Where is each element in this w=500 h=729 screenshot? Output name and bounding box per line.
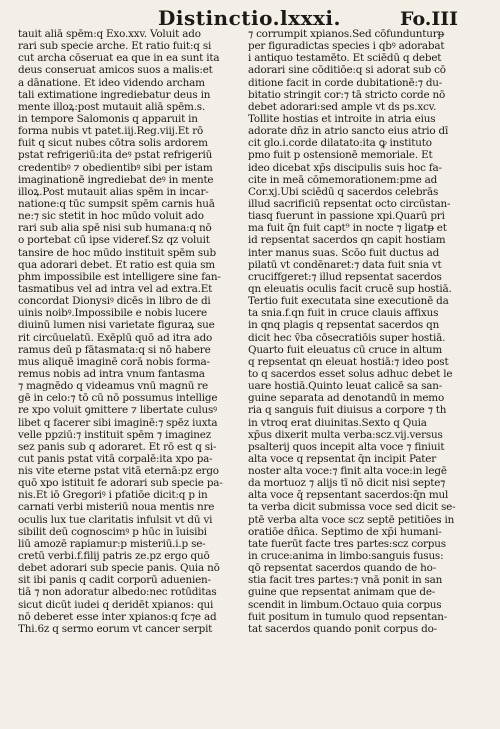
text-line: per figuradictas species i qbꝰ adorabat xyxy=(248,40,445,53)
text-line: cruciffgeret:⁊ illud repsentat sacerdos xyxy=(248,270,442,283)
text-line: nō deberet esse inter xpianos:q fc⁊e ad xyxy=(18,610,217,623)
text-line: ta snia.f.qn fuit in cruce clauis affixus xyxy=(248,307,439,320)
text-line: o portebat cū ipse videref.Sz qz voluit xyxy=(18,234,210,247)
text-line: in qnq plagis q repsentat sacerdos qn xyxy=(248,319,440,332)
text-line: fuit positum in tumulo quod repsentan- xyxy=(248,610,448,623)
text-line: stia facit tres partes:⁊ vnā ponit in san xyxy=(248,574,443,587)
text-line: ta verba dicit submissa voce sed dicit se- xyxy=(248,501,456,514)
text-line: cite in meā cōmemorationem:pme ad xyxy=(248,173,438,186)
text-line: imaginationē ingrediebat deꝰ in mente xyxy=(18,173,214,186)
text-line: deus conseruat amicos suos a malis:et xyxy=(18,64,213,77)
text-line: phm impossibile est intelligere sine fan- xyxy=(18,270,221,283)
text-line: ptē verba alta voce scz septē petitiōes in xyxy=(248,513,455,526)
text-line: cut archa cōseruat ea que in ea sunt ita xyxy=(18,52,220,65)
text-line: oratiōe dn̄ica. Septimo de xp̄i humani- xyxy=(248,525,442,538)
column-gutter xyxy=(242,30,243,720)
text-line: Thi.6z q sermo eorum vt cancer serpit xyxy=(18,622,213,635)
text-line: guine separata ad denotandū in memo xyxy=(248,392,445,405)
running-title: Distinctio.lxxxi. xyxy=(158,6,341,30)
text-line: libet q facerer sibi imaginē:⁊ spēz iuxta xyxy=(18,416,218,429)
text-line: ma fuit q̄n fuit capt⁹ in nocte ⁊ ligatᵽ et xyxy=(248,222,447,235)
text-line: Tertio fuit executata sine executionē da xyxy=(248,295,449,308)
text-line: xp̄us dixerit multa verba:scz.vij.versus xyxy=(248,428,443,441)
text-line: concordat Dionysiꝰ dicēs in libro de di xyxy=(18,295,211,308)
text-line: credentibꝰ ⁊ obedientibꝰ sibi per istam xyxy=(18,161,213,174)
left-text-column xyxy=(18,28,240,635)
right-text-column xyxy=(248,28,470,635)
text-line: psalterij quos incepit alta voce ⁊ finiuit xyxy=(248,440,445,453)
text-line: pmo fuit p ostensionē memoriale. Et xyxy=(248,149,433,162)
text-line: ⁊ magnēdo q videamus vnū magnū re xyxy=(18,380,209,393)
text-line: to q sacerdos esset solus adhuc debet le xyxy=(248,367,453,380)
text-line: velle ppziū:⁊ instituit spēm ⁊ imaginez xyxy=(18,428,212,441)
text-line: rari sub alia spē nisi sub humana:q nō xyxy=(18,222,212,235)
text-line: illoꝝ.Post mutauit alias spēm in incar- xyxy=(18,185,209,198)
text-line: qua adorari debet. Et ratio est quia sm xyxy=(18,258,215,271)
text-line: pstat refrigeriū:ita deꝰ pstat refrigeriū xyxy=(18,149,213,162)
text-line: a dānatione. Et ideo videndo archam xyxy=(18,76,205,89)
text-line: scendit in limbum.Octauo quia corpus xyxy=(248,598,442,611)
text-line: guine que repsentat animam que de- xyxy=(248,586,436,599)
text-line: tat sacerdos quando ponit corpus do- xyxy=(248,622,437,635)
text-line: debet adorari:sed ample vt ds ps.xcv. xyxy=(248,100,437,113)
text-line: ramus deū p fātasmata:q si nō habere xyxy=(18,343,211,356)
text-line: uinis noibꝰ.Impossibile e nobis lucere xyxy=(18,307,207,320)
text-line: mus aliquē imaginē corā nobis forma- xyxy=(18,355,210,368)
text-line: oculis lux tue claritatis infulsit vt dū vi xyxy=(18,513,213,526)
text-line: pilatū vt condēnaret:⁊ data fuit snia vt xyxy=(248,258,442,271)
text-line: liū amozē rapiamur:p misteriū.i.p se- xyxy=(18,537,206,550)
text-line: in tempore Salomonis q apparuit in xyxy=(18,112,198,125)
text-line: fuit q sicut nubes cōtra solis ardorem xyxy=(18,137,208,150)
text-line: rari sub specie arche. Et ratio fuit:q si xyxy=(18,40,212,53)
folio-number: Fo.III xyxy=(400,8,459,30)
text-line: re xpo voluit ꝯmittere ⁊ libertate culusꝰ xyxy=(18,404,217,417)
text-line: illud sacrificiū repsentat octo circūstan- xyxy=(248,197,451,210)
text-line: Quarto fuit eleuatus cū cruce in altum xyxy=(248,343,442,356)
text-line: sibilit deū cognoscimꝰ p hūc in īuisibi xyxy=(18,525,207,538)
text-line: remus nobis ad intra vnum fantasma xyxy=(18,367,205,380)
text-line: sicut dicūt iudei q deridēt xpianos: qui xyxy=(18,598,214,611)
text-line: Tollite hostias et introite in atria eius xyxy=(248,112,436,125)
text-line: in cruce:anima in limbo:sanguis fusus: xyxy=(248,550,444,563)
text-line: tiasq fuerunt in passione xpi.Quarū pri xyxy=(248,210,445,223)
text-line: i antiquo testamēto. Et sciēdū q debet xyxy=(248,52,442,65)
text-line: nis.Et iō Gregoriꝰ i pfatiōe dicit:q p in xyxy=(18,489,208,502)
text-line: Cor.xj.Ubi sciēdū q sacerdos celebrās xyxy=(248,185,439,198)
text-line: sez panis sub q adoraret. Et rō est q si- xyxy=(18,440,217,453)
text-line: q repsentat qn eleuat hostiā:⁊ ideo post xyxy=(248,355,449,368)
text-line: tali extimatione ingrediebatur deus in xyxy=(18,88,211,101)
text-line: natione:q tūc sumpsit spēm carnis huā xyxy=(18,197,215,210)
text-line: ne:⁊ sic stetit in hoc mūdo voluit ado xyxy=(18,210,204,223)
text-line: adorari sine cōditiōe:q si adorat sub cō xyxy=(248,64,446,77)
text-line: noster alta voce:⁊ finit alta voce:in legē xyxy=(248,465,447,478)
text-line: qō repsentat sacerdos quando de ho- xyxy=(248,562,437,575)
text-line: carnati verbi misteriū noua mentis nre xyxy=(18,501,215,514)
text-line: ideo dicebat xp̄s discipulis suis hoc fa- xyxy=(248,161,442,174)
text-line: tiā ⁊ non adoratur albedo:nec rotūditas xyxy=(18,586,217,599)
text-line: gē in celo:⁊ tō cū nō possumus intellige xyxy=(18,392,218,405)
text-line: cit glo.i.corde dilatato:ita ꝙ instituto xyxy=(248,137,432,150)
text-line: ditione facit in corde dubitationē:⁊ du- xyxy=(248,76,443,89)
text-line: tauit aliā spēm:q Exo.xxv. Voluit ado xyxy=(18,28,201,40)
text-line: ria q sanguis fuit diuisus a corpore ⁊ th xyxy=(248,404,447,417)
text-line: forma nubis vt patet.iij.Reg.viij.Et rō xyxy=(18,125,204,138)
text-line: uare hostiā.Quinto leuat calicē sa san- xyxy=(248,380,443,393)
text-line: sit ibi panis q cadit corporū aduenien- xyxy=(18,574,211,587)
text-line: diuinū lumen nisi varietate figuraꝝ sue xyxy=(18,319,215,332)
text-line: cut panis pstat vitā corpalē:ita xpo pa- xyxy=(18,452,213,465)
text-line: quō xpo istituit fe adorari sub specie pa- xyxy=(18,477,223,490)
text-line: id repsentat sacerdos qn capit hostiam xyxy=(248,234,446,247)
text-line: adorate dn̄z in atrio sancto eius atrio dī xyxy=(248,125,449,138)
text-line: alta voce q repsentat q̄n incipit Pater xyxy=(248,452,437,465)
text-line: alta voce q̄ repsentant sacerdos:q̄n mul xyxy=(248,489,449,502)
text-line: nis vite eterne pstat vitā eternā:pz ergo xyxy=(18,465,219,478)
text-line: cretū verbi.f.filij patris ze.pz ergo quō xyxy=(18,550,210,563)
text-line: in vtroq erat diuinitas.Sexto q Quia xyxy=(248,416,427,429)
text-line: debet adorari sub specie panis. Quia nō xyxy=(18,562,220,575)
text-line: mente illoꝝ:post mutauit aliā spēm.s. xyxy=(18,100,206,113)
text-line: ⁊ corrumpit xpianos.Sed cōfundunturᵽ xyxy=(248,28,444,40)
text-line: dicit hec v̄ba cōsecratiōis super hostiā. xyxy=(248,331,446,344)
text-line: rit circūuelatū. Exēplū quō ad itra ado xyxy=(18,331,213,344)
text-line: qn eleuatis oculis facit crucē sup hostiā. xyxy=(248,282,452,295)
text-line: tasmatibus vel ad intra vel ad extra.Et xyxy=(18,282,213,295)
text-line: tansire de hoc mūdo instituit spēm sub xyxy=(18,246,216,259)
text-line: bitatio stringit cor:⁊ tā stricto corde nō xyxy=(248,88,446,101)
text-line: inter manus suas. Scōo fuit ductus ad xyxy=(248,246,440,259)
text-line: tate fuerūt facte tres partes:scz corpus xyxy=(248,537,446,550)
text-line: da mortuoz ⁊ alijs tī nō dicit nisi septe⁊ xyxy=(248,477,446,490)
